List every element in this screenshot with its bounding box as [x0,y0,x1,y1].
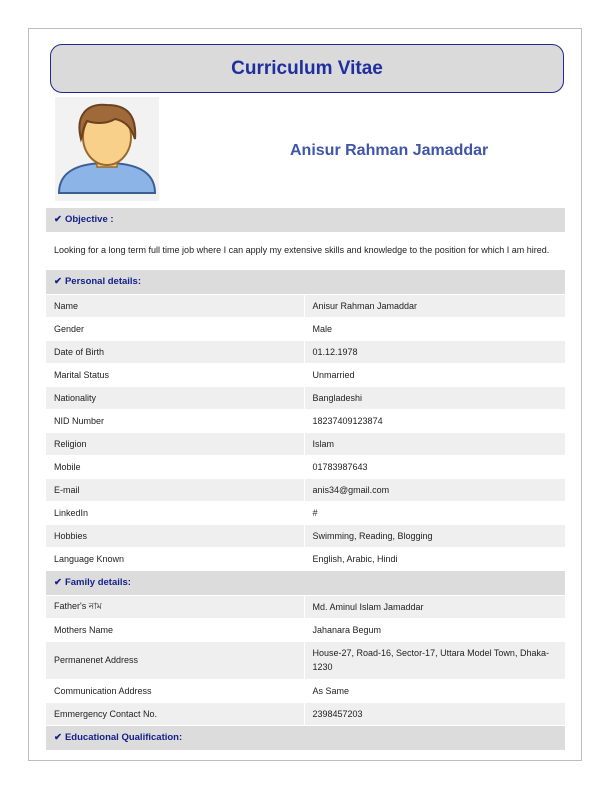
objective-heading: Objective : [64,214,114,226]
check-icon: ✔ [54,214,62,226]
section-education [46,725,565,750]
row-label: Marital Status [46,363,304,386]
table-row [46,317,565,340]
row-value: Bangladeshi [304,386,565,409]
row-label: E-mail [46,478,304,501]
table-row [46,455,565,478]
section-personal [46,269,565,294]
row-label: Date of Birth [46,340,304,363]
row-value: 01.12.1978 [304,340,565,363]
email-value[interactable]: anis34@gmail.com [304,478,565,501]
cv-table [46,208,565,751]
table-row [46,524,565,547]
row-label: Nationality [46,386,304,409]
table-row [46,432,565,455]
table-row [46,679,565,702]
table-row [46,595,565,618]
cv-title-text: Curriculum Vitae [231,57,383,79]
row-value: Swimming, Reading, Blogging [304,524,565,547]
cv-title [50,44,564,93]
table-row [46,294,565,317]
row-label: NID Number [46,409,304,432]
table-row [46,501,565,524]
row-value: English, Arabic, Hindi [304,547,565,570]
row-value: 18237409123874 [304,409,565,432]
user-avatar-icon [55,97,159,201]
table-row [46,702,565,725]
row-value: Anisur Rahman Jamaddar [304,294,565,317]
row-value: Male [304,317,565,340]
row-label: LinkedIn [46,501,304,524]
table-row [46,386,565,409]
row-label: Language Known [46,547,304,570]
check-icon: ✔ [54,577,62,588]
row-value: As Same [304,679,565,702]
row-value: Md. Aminul Islam Jamaddar [304,595,565,618]
table-row [46,363,565,386]
row-label: Religion [46,432,304,455]
table-row [46,618,565,641]
candidate-name: Anisur Rahman Jamaddar [290,142,489,159]
personal-heading: Personal details: [64,276,141,287]
objective-text: Looking for a long term full time job where I can apply my extensive skills and knowledge to the position for which I am hired. [46,232,565,269]
row-value: Unmarried [304,363,565,386]
row-value: 2398457203 [304,702,565,725]
row-label: Mobile [46,455,304,478]
section-objective [46,208,565,232]
objective-row [46,232,565,269]
table-row [46,641,565,679]
education-heading: Educational Qualification: [64,732,183,743]
check-icon: ✔ [54,276,62,287]
row-label: Hobbies [46,524,304,547]
row-value: Islam [304,432,565,455]
row-label: Mothers Name [46,618,304,641]
row-value: Jahanara Begum [304,618,565,641]
section-family [46,570,565,595]
row-label: Name [46,294,304,317]
table-row [46,409,565,432]
family-heading: Family details: [64,577,131,588]
row-label: Father's নাম [46,595,304,618]
row-label: Gender [46,317,304,340]
check-icon: ✔ [54,732,62,743]
table-row [46,547,565,570]
table-row [46,340,565,363]
table-row [46,478,565,501]
row-label: Emmergency Contact No. [46,702,304,725]
row-label: Communication Address [46,679,304,702]
row-label: Permanenet Address [46,641,304,679]
row-value: House-27, Road-16, Sector-17, Uttara Model Town, Dhaka-1230 [304,641,565,679]
row-value: 01783987643 [304,455,565,478]
linkedin-link[interactable]: # [304,501,565,524]
